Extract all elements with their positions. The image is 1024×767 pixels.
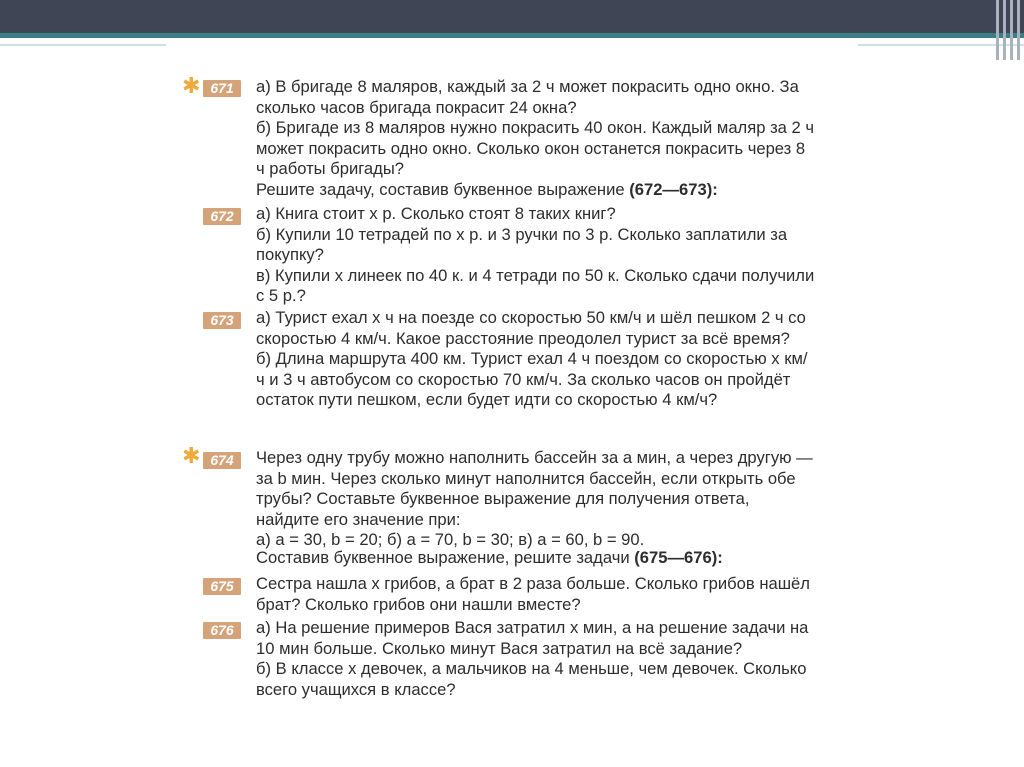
problem-text: а) Турист ехал x ч на поезде со скоростью 50 км/ч и шёл пешком 2 ч со скоростью 4 км/ч. Какое расстояние преодолел турист за всё время? б) Длина маршрута 400 км. Турист ехал 4 ч поездом со скоростью x км/ч и 3 ч автобусом со скоростью 70 км/ч. За сколько часов он пройдёт остаток пути пешком, если будет идти со скоростью 4 км/ч? xyxy=(256,308,808,410)
problem-number: 674 xyxy=(203,452,241,469)
problem-number: 675 xyxy=(203,578,241,595)
section-header-2 xyxy=(256,548,816,569)
section-header-text: Составив буквенное выражение, решите задачи xyxy=(256,548,630,567)
problem-number: 676 xyxy=(203,622,241,639)
star-icon: ✱ xyxy=(182,443,201,468)
problem-text: а) В бригаде 8 маляров, каждый за 2 ч может покрасить одно окно. За сколько часов бригада покрасит 24 окна? б) Бригаде из 8 маляров нужно покрасить 40 окон. Каждый маляр за 2 ч может покрасить одно окно. Сколько окон останется покрасить через 8 ч работы бригады? xyxy=(256,77,814,179)
section-header-range: (672—673): xyxy=(629,180,718,199)
problem-text: а) Книга стоит x р. Сколько стоят 8 таких книг? б) Купили 10 тетрадей по x р. и 3 ручки по 3 р. Сколько заплатили за покупку? в) Купили x линеек по 40 к. и 4 тетради по 50 к. Сколько сдачи получили с 5 р.? xyxy=(256,204,815,306)
problem-text: а) На решение примеров Вася затратил x мин, а на решение задачи на 10 мин больше. Сколько минут Вася затратил на всё задание? б) В классе x девочек, а мальчиков на 4 меньше, чем девочек. Сколько всего учащихся в классе? xyxy=(256,618,809,699)
problem-number: 673 xyxy=(203,312,241,329)
slide-accent-thin-left xyxy=(0,44,166,46)
problem-number: 672 xyxy=(203,208,241,225)
star-icon: ✱ xyxy=(182,73,201,98)
slide-right-stripes xyxy=(994,0,1024,60)
problem-text: Сестра нашла x грибов, а брат в 2 раза больше. Сколько грибов нашёл брат? Сколько грибов они нашли вместе? xyxy=(256,574,810,614)
section-header-1 xyxy=(256,180,816,201)
section-header-range: (675—676): xyxy=(634,548,723,567)
slide-accent-line xyxy=(0,33,1024,38)
section-header-text: Решите задачу, составив буквенное выражение xyxy=(256,180,625,199)
problem-number: 671 xyxy=(203,80,241,97)
slide-top-bar xyxy=(0,0,1024,33)
textbook-page xyxy=(166,46,858,766)
problem-text: Через одну трубу можно наполнить бассейн за a мин, а через другую — за b мин. Через сколько минут наполнится бассейн, если открыть обе трубы? Составьте буквенное выражение для получения ответа, найдите его значение при: а) a = 30, b = 20; б) a = 70, b = 30; в) a = 60, b = 90. xyxy=(256,448,813,550)
